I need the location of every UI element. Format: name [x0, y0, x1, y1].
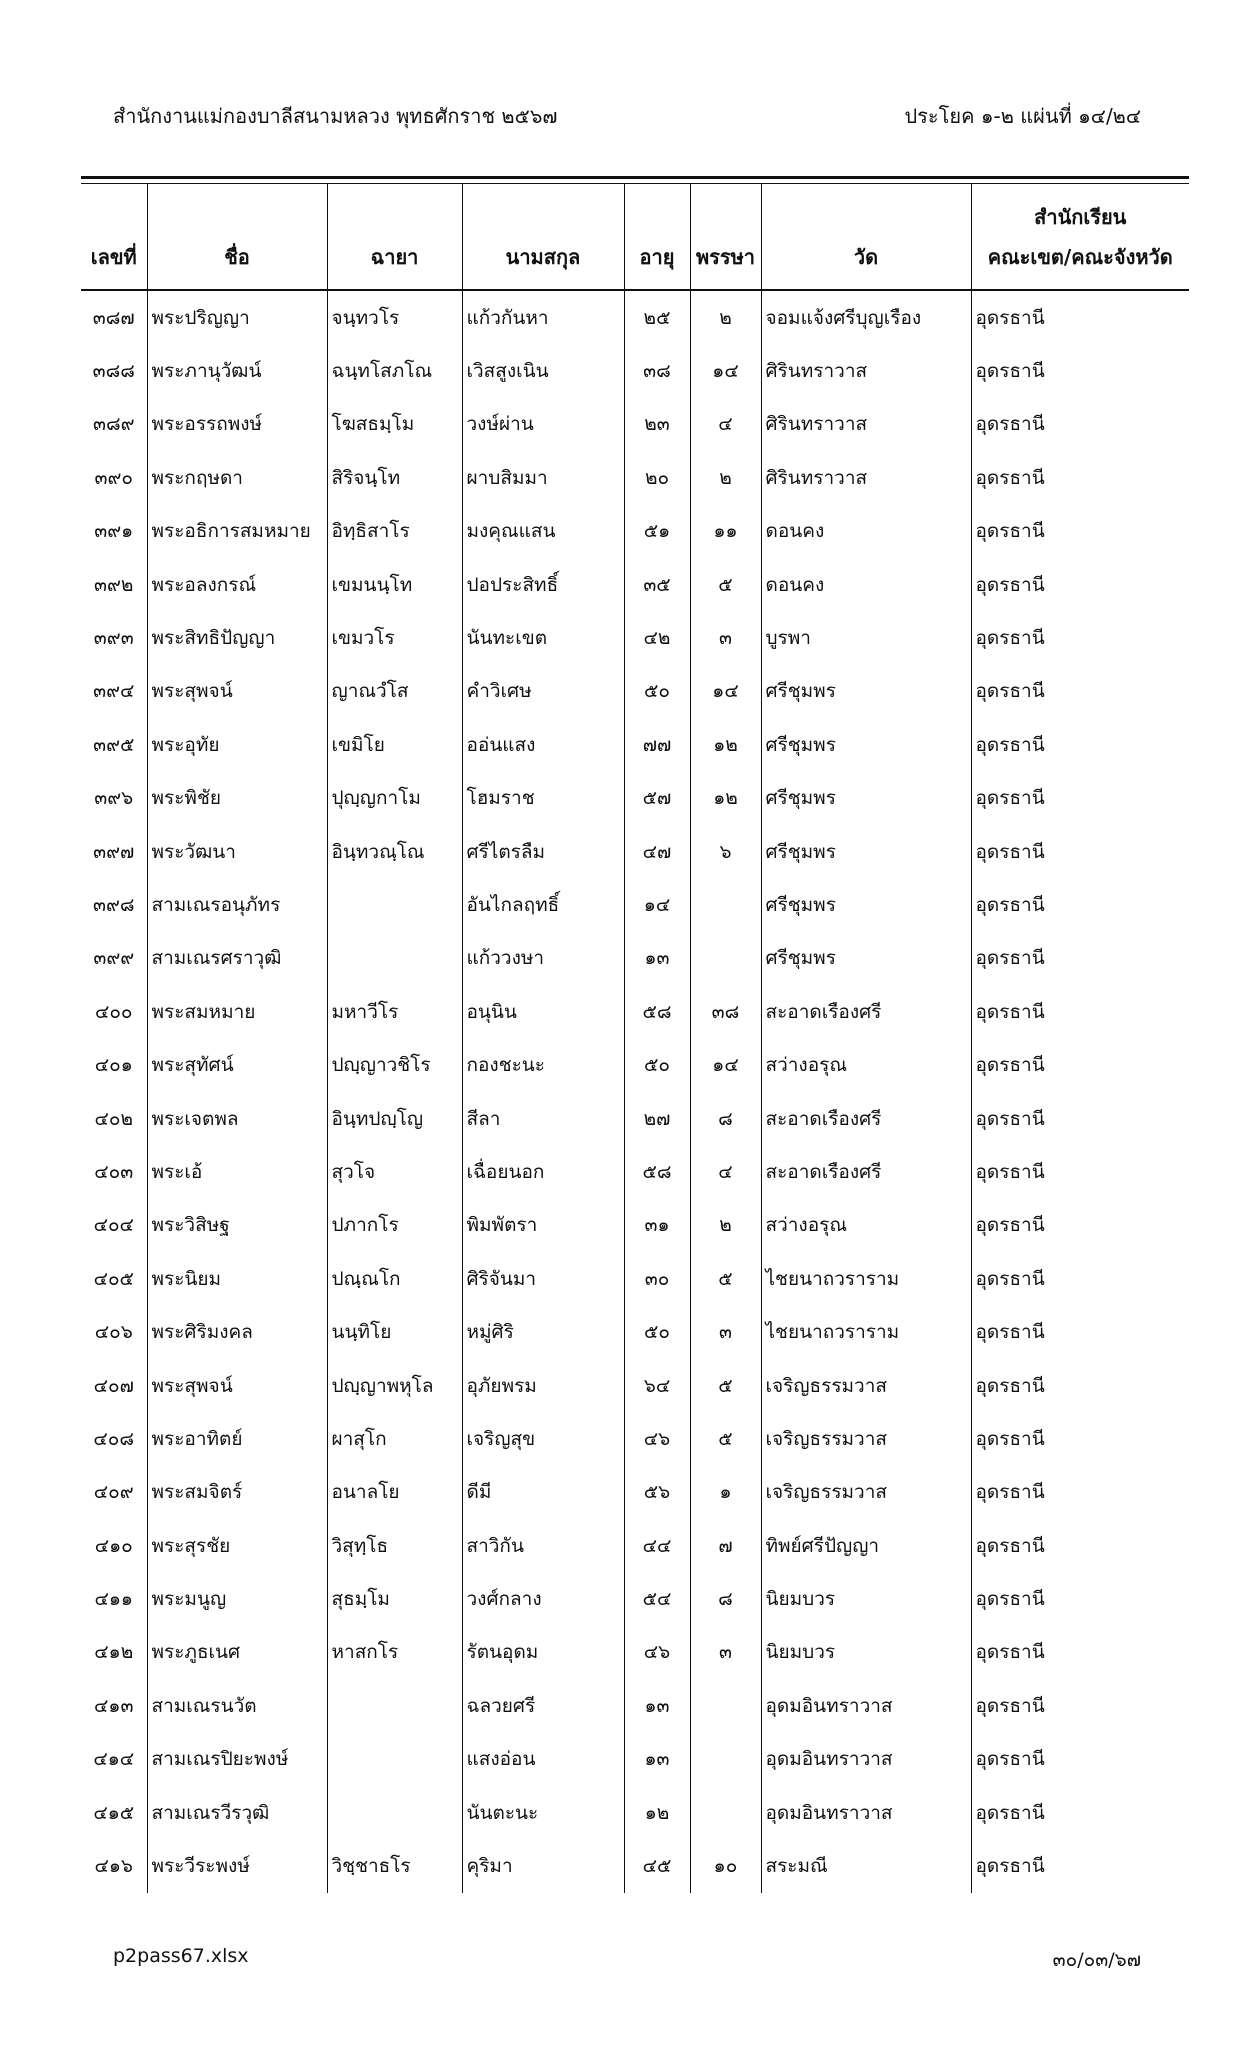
- cell-vassa: ๔: [690, 1145, 761, 1198]
- cell-vassa: ๖: [690, 825, 761, 878]
- cell-no: ๓๙๐: [94, 466, 133, 489]
- cell-school: อุดรธานี: [971, 1733, 1189, 1786]
- cell-no: ๓๙๙: [93, 947, 135, 970]
- cell-school: อุดรธานี: [971, 1199, 1189, 1252]
- table-row: [81, 290, 1189, 344]
- cell-age: ๕๐: [624, 1038, 690, 1091]
- office-header: สำนักงานแม่กองบาลีสนามหลวง พุทธศักราช ๒๕๖๗: [113, 104, 558, 128]
- cell-temple: ศรีชุมพร: [761, 878, 971, 931]
- cell-no: ๓๙๔: [93, 680, 135, 703]
- cell-name: พระอุทัย: [147, 718, 327, 771]
- table-row: [81, 1305, 1189, 1358]
- cell-age: ๕๗: [624, 772, 690, 825]
- cell-surname: ปอประสิทธิ์: [462, 558, 624, 611]
- cell-name: พระกฤษดา: [147, 451, 327, 504]
- cell-age: ๔๖: [624, 1626, 690, 1679]
- cell-age: ๒๕: [624, 290, 690, 344]
- cell-surname: รัตนอุดม: [462, 1626, 624, 1679]
- cell-alias: สิริจนฺโท: [327, 451, 462, 504]
- cell-surname: กองชะนะ: [462, 1038, 624, 1091]
- cell-vassa: ๑๒: [690, 772, 761, 825]
- table-row: [81, 1572, 1189, 1625]
- cell-surname: ศรีไตรลืม: [462, 825, 624, 878]
- cell-age: ๕๔: [624, 1572, 690, 1625]
- cell-alias: ปญฺญาพหุโล: [327, 1359, 462, 1412]
- cell-no: ๔๑๐: [94, 1534, 133, 1557]
- cell-vassa: ๑๑: [690, 505, 761, 558]
- cell-temple: ดอนคง: [761, 558, 971, 611]
- cell-age: ๑๓: [624, 1679, 690, 1732]
- cell-temple: ศรีชุมพร: [761, 932, 971, 985]
- cell-school: อุดรธานี: [971, 878, 1189, 931]
- cell-age: ๕๘: [624, 1145, 690, 1198]
- cell-alias: เขมนนฺโท: [327, 558, 462, 611]
- cell-temple: ศรีชุมพร: [761, 825, 971, 878]
- cell-alias: ปุญฺญกาโม: [327, 772, 462, 825]
- cell-vassa: ๑๐: [690, 1839, 761, 1892]
- cell-school: อุดรธานี: [971, 772, 1189, 825]
- table-row: [81, 932, 1189, 985]
- cell-surname: หมู่ศิริ: [462, 1305, 624, 1358]
- cell-temple: อุดมอินทราวาส: [761, 1733, 971, 1786]
- cell-vassa: [690, 1733, 761, 1786]
- cell-vassa: [690, 1786, 761, 1839]
- cell-temple: นิยมบวร: [761, 1626, 971, 1679]
- column-header-no: เลขที่: [81, 184, 147, 290]
- cell-no: ๔๐๒: [94, 1107, 133, 1130]
- cell-no: ๔๐๘: [93, 1427, 135, 1450]
- cell-surname: สีลา: [462, 1092, 624, 1145]
- cell-surname: เวิสสูงเนิน: [462, 344, 624, 397]
- cell-no: ๔๑๑: [94, 1588, 133, 1611]
- cell-age: ๕๐: [624, 1305, 690, 1358]
- cell-vassa: ๑๔: [690, 1038, 761, 1091]
- cell-vassa: [690, 1679, 761, 1732]
- cell-alias: สุธมฺโม: [327, 1572, 462, 1625]
- cell-name: พระภานุวัฒน์: [147, 344, 327, 397]
- cell-school: อุดรธานี: [971, 1572, 1189, 1625]
- cell-age: ๖๔: [624, 1359, 690, 1412]
- cell-no: ๔๑๒: [94, 1641, 134, 1664]
- cell-temple: สระมณี: [761, 1839, 971, 1892]
- table-row: [81, 558, 1189, 611]
- table-row: [81, 1679, 1189, 1732]
- cell-school: อุดรธานี: [971, 1679, 1189, 1732]
- cell-school: อุดรธานี: [971, 1359, 1189, 1412]
- cell-school: อุดรธานี: [971, 932, 1189, 985]
- cell-alias: ปภากโร: [327, 1199, 462, 1252]
- cell-temple: ดอนคง: [761, 505, 971, 558]
- cell-school: อุดรธานี: [971, 398, 1189, 451]
- cell-name: พระอรรถพงษ์: [147, 398, 327, 451]
- cell-vassa: ๘: [690, 1092, 761, 1145]
- cell-alias: [327, 1679, 462, 1732]
- exam-results-table: [81, 184, 1189, 1893]
- cell-vassa: ๗: [690, 1519, 761, 1572]
- cell-school: อุดรธานี: [971, 1038, 1189, 1091]
- cell-vassa: ๑๒: [690, 718, 761, 771]
- cell-name: พระปริญญา: [147, 290, 327, 344]
- cell-surname: แสงอ่อน: [462, 1733, 624, 1786]
- cell-name: พระเอ้: [147, 1145, 327, 1198]
- cell-vassa: ๕: [690, 1412, 761, 1465]
- cell-no: ๓๙๒: [94, 573, 134, 596]
- cell-surname: อนุนิน: [462, 985, 624, 1038]
- cell-no: ๓๙๑: [94, 520, 134, 543]
- table-row: [81, 1786, 1189, 1839]
- table-row: [81, 772, 1189, 825]
- cell-temple: เจริญธรรมวาส: [761, 1412, 971, 1465]
- cell-surname: ออ่นแสง: [462, 718, 624, 771]
- cell-no: ๔๐๙: [93, 1481, 134, 1504]
- cell-temple: จอมแจ้งศรีบุญเรือง: [761, 290, 971, 344]
- cell-temple: อุดมอินทราวาส: [761, 1679, 971, 1732]
- cell-surname: สาวิกัน: [462, 1519, 624, 1572]
- cell-vassa: ๓: [690, 1626, 761, 1679]
- cell-age: ๒๓: [624, 398, 690, 451]
- table-row: [81, 985, 1189, 1038]
- table-row: [81, 1626, 1189, 1679]
- cell-age: ๑๔: [624, 878, 690, 931]
- cell-age: ๒๗: [624, 1092, 690, 1145]
- cell-alias: มหาวีโร: [327, 985, 462, 1038]
- cell-no: ๓๘๘: [92, 360, 135, 383]
- cell-name: พระภูธเนศ: [147, 1626, 327, 1679]
- cell-school: อุดรธานี: [971, 1626, 1189, 1679]
- cell-no: ๔๐๑: [94, 1054, 133, 1077]
- cell-temple: สะอาดเรืองศรี: [761, 1092, 971, 1145]
- cell-name: พระวีระพงษ์: [147, 1839, 327, 1892]
- table-row: [81, 1038, 1189, 1091]
- cell-age: ๔๔: [624, 1519, 690, 1572]
- cell-alias: อนาลโย: [327, 1466, 462, 1519]
- cell-alias: จนฺทวโร: [327, 290, 462, 344]
- cell-school: อุดรธานี: [971, 1145, 1189, 1198]
- column-header-school-line2: คณะเขต/คณะจังหวัด: [987, 245, 1173, 269]
- cell-vassa: ๕: [690, 558, 761, 611]
- cell-name: พระอธิการสมหมาย: [147, 505, 327, 558]
- cell-age: ๑๓: [624, 1733, 690, 1786]
- cell-name: สามเณรวีรวุฒิ: [147, 1786, 327, 1839]
- table-row: [81, 1359, 1189, 1412]
- column-header-school: [971, 184, 1189, 290]
- table-header-row: [81, 184, 1189, 290]
- cell-vassa: ๔: [690, 398, 761, 451]
- cell-school: อุดรธานี: [971, 505, 1189, 558]
- cell-vassa: ๑๔: [690, 344, 761, 397]
- cell-age: ๔๒: [624, 611, 690, 664]
- cell-no: ๔๑๓: [94, 1694, 134, 1717]
- cell-temple: ศรีชุมพร: [761, 772, 971, 825]
- cell-surname: แก้วกันหา: [462, 290, 624, 344]
- cell-temple: เจริญธรรมวาส: [761, 1466, 971, 1519]
- cell-vassa: ๓: [690, 1305, 761, 1358]
- cell-alias: ปญฺญาวชิโร: [327, 1038, 462, 1091]
- cell-surname: นันตะนะ: [462, 1786, 624, 1839]
- cell-name: พระเจตพล: [147, 1092, 327, 1145]
- cell-no: ๔๐๓: [94, 1160, 134, 1183]
- cell-age: ๕๖: [624, 1466, 690, 1519]
- cell-school: อุดรธานี: [971, 665, 1189, 718]
- cell-surname: อันไกลฤทธิ์: [462, 878, 624, 931]
- cell-name: พระสุทัศน์: [147, 1038, 327, 1091]
- cell-vassa: ๑: [690, 1466, 761, 1519]
- cell-name: พระนิยม: [147, 1252, 327, 1305]
- cell-alias: ปณฺณโก: [327, 1252, 462, 1305]
- cell-temple: ศิรินทราวาส: [761, 344, 971, 397]
- cell-school: อุดรธานี: [971, 1786, 1189, 1839]
- cell-age: ๗๗: [624, 718, 690, 771]
- cell-no: ๔๑๖: [94, 1855, 133, 1878]
- page-info: ประโยค ๑-๒ แผ่นที่ ๑๔/๒๔: [904, 104, 1141, 128]
- cell-name: พระอาทิตย์: [147, 1412, 327, 1465]
- cell-temple: สะอาดเรืองศรี: [761, 985, 971, 1038]
- cell-name: พระศิริมงคล: [147, 1305, 327, 1358]
- cell-name: พระสิทธิปัญญา: [147, 611, 327, 664]
- cell-alias: ฉนฺทโสภโณ: [327, 344, 462, 397]
- cell-alias: [327, 1733, 462, 1786]
- cell-school: อุดรธานี: [971, 1092, 1189, 1145]
- table-row: [81, 718, 1189, 771]
- cell-alias: วิสุทฺโธ: [327, 1519, 462, 1572]
- table-row: [81, 1145, 1189, 1198]
- cell-vassa: ๒: [690, 290, 761, 344]
- cell-vassa: ๓๘: [690, 985, 761, 1038]
- cell-no: ๓๙๘: [92, 893, 135, 916]
- cell-alias: [327, 932, 462, 985]
- cell-surname: คำวิเศษ: [462, 665, 624, 718]
- cell-surname: ศิริจันมา: [462, 1252, 624, 1305]
- column-header-school-line1: สำนักเรียน: [1034, 205, 1127, 229]
- cell-vassa: [690, 932, 761, 985]
- cell-no: ๔๑๕: [93, 1801, 135, 1824]
- cell-school: อุดรธานี: [971, 451, 1189, 504]
- cell-school: อุดรธานี: [971, 344, 1189, 397]
- cell-no: ๓๘๙: [92, 413, 135, 436]
- cell-temple: ไชยนาถวราราม: [761, 1305, 971, 1358]
- table-row: [81, 398, 1189, 451]
- cell-no: ๔๐๗: [93, 1374, 134, 1397]
- cell-surname: วงษ์ผ่าน: [462, 398, 624, 451]
- cell-age: ๑๓: [624, 932, 690, 985]
- cell-no: ๔๑๔: [93, 1748, 135, 1771]
- table-row: [81, 1839, 1189, 1892]
- cell-no: ๓๙๓: [93, 627, 134, 650]
- cell-vassa: ๕: [690, 1252, 761, 1305]
- cell-no: ๔๐๔: [93, 1214, 134, 1237]
- cell-alias: หาสกโร: [327, 1626, 462, 1679]
- cell-alias: อินฺทวณฺโณ: [327, 825, 462, 878]
- cell-surname: อุภัยพรม: [462, 1359, 624, 1412]
- cell-school: อุดรธานี: [971, 718, 1189, 771]
- header-rule-thick: [81, 176, 1189, 179]
- cell-age: ๔๕: [624, 1839, 690, 1892]
- cell-age: ๕๘: [624, 985, 690, 1038]
- cell-school: อุดรธานี: [971, 1519, 1189, 1572]
- cell-name: พระวิสิษฐ: [147, 1199, 327, 1252]
- cell-alias: โฆสธมฺโม: [327, 398, 462, 451]
- footer-date: ๓๐/๐๓/๖๗: [1052, 1949, 1141, 1971]
- column-header-age: อายุ: [624, 184, 690, 290]
- table-row: [81, 1252, 1189, 1305]
- cell-surname: วงศ์กลาง: [462, 1572, 624, 1625]
- cell-name: สามเณรอนุภัทร: [147, 878, 327, 931]
- cell-name: พระอลงกรณ์: [147, 558, 327, 611]
- column-header-name: ชื่อ: [147, 184, 327, 290]
- cell-temple: ไชยนาถวราราม: [761, 1252, 971, 1305]
- column-header-vassa: พรรษา: [690, 184, 761, 290]
- column-header-surname: นามสกุล: [462, 184, 624, 290]
- cell-school: อุดรธานี: [971, 1412, 1189, 1465]
- cell-school: อุดรธานี: [971, 558, 1189, 611]
- cell-temple: นิยมบวร: [761, 1572, 971, 1625]
- cell-vassa: ๑๔: [690, 665, 761, 718]
- cell-surname: ผาบสิมมา: [462, 451, 624, 504]
- cell-temple: ทิพย์ศรีปัญญา: [761, 1519, 971, 1572]
- cell-name: พระวัฒนา: [147, 825, 327, 878]
- cell-vassa: ๘: [690, 1572, 761, 1625]
- table-row: [81, 1092, 1189, 1145]
- table-row: [81, 878, 1189, 931]
- cell-temple: ศรีชุมพร: [761, 718, 971, 771]
- table-row: [81, 505, 1189, 558]
- cell-no: ๓๘๗: [92, 306, 135, 329]
- cell-no: ๔๐๕: [93, 1267, 134, 1290]
- cell-school: อุดรธานี: [971, 290, 1189, 344]
- cell-alias: วิชฺชาธโร: [327, 1839, 462, 1892]
- cell-name: พระสมจิตร์: [147, 1466, 327, 1519]
- cell-temple: ศรีชุมพร: [761, 665, 971, 718]
- column-header-alias: ฉายา: [327, 184, 462, 290]
- cell-name: พระสุพจน์: [147, 665, 327, 718]
- cell-age: ๕๐: [624, 665, 690, 718]
- cell-surname: พิมพัตรา: [462, 1199, 624, 1252]
- cell-surname: ดีมี: [462, 1466, 624, 1519]
- cell-vassa: ๓: [690, 611, 761, 664]
- cell-temple: ศิรินทราวาส: [761, 398, 971, 451]
- cell-surname: โฮมราช: [462, 772, 624, 825]
- cell-name: พระพิชัย: [147, 772, 327, 825]
- cell-surname: แก้ววงษา: [462, 932, 624, 985]
- cell-alias: นนฺทิโย: [327, 1305, 462, 1358]
- cell-name: พระสมหมาย: [147, 985, 327, 1038]
- table-row: [81, 1733, 1189, 1786]
- table-row: [81, 1519, 1189, 1572]
- cell-alias: สุวโจ: [327, 1145, 462, 1198]
- column-header-temple: วัด: [761, 184, 971, 290]
- cell-temple: บูรพา: [761, 611, 971, 664]
- cell-no: ๔๐๐: [94, 1000, 133, 1023]
- cell-name: พระสุรชัย: [147, 1519, 327, 1572]
- cell-name: สามเณรนวัต: [147, 1679, 327, 1732]
- cell-temple: เจริญธรรมวาส: [761, 1359, 971, 1412]
- table-row: [81, 344, 1189, 397]
- cell-school: อุดรธานี: [971, 1252, 1189, 1305]
- cell-school: อุดรธานี: [971, 825, 1189, 878]
- cell-surname: มงคุณแสน: [462, 505, 624, 558]
- cell-school: อุดรธานี: [971, 1466, 1189, 1519]
- table-row: [81, 1466, 1189, 1519]
- cell-age: ๔๖: [624, 1412, 690, 1465]
- cell-alias: อินฺทปญฺโญ: [327, 1092, 462, 1145]
- cell-school: อุดรธานี: [971, 611, 1189, 664]
- table-row: [81, 1199, 1189, 1252]
- cell-alias: ผาสุโก: [327, 1412, 462, 1465]
- table-row: [81, 451, 1189, 504]
- cell-vassa: [690, 878, 761, 931]
- cell-vassa: ๒: [690, 1199, 761, 1252]
- cell-school: อุดรธานี: [971, 1305, 1189, 1358]
- cell-age: ๑๒: [624, 1786, 690, 1839]
- cell-surname: เจริญสุข: [462, 1412, 624, 1465]
- table-row: [81, 665, 1189, 718]
- cell-alias: [327, 1786, 462, 1839]
- cell-temple: สว่างอรุณ: [761, 1199, 971, 1252]
- cell-temple: สะอาดเรืองศรี: [761, 1145, 971, 1198]
- cell-age: ๒๐: [624, 451, 690, 504]
- cell-name: พระสุพจน์: [147, 1359, 327, 1412]
- cell-age: ๓๑: [624, 1199, 690, 1252]
- cell-surname: คุริมา: [462, 1839, 624, 1892]
- cell-alias: อิทฺธิสาโร: [327, 505, 462, 558]
- cell-alias: [327, 878, 462, 931]
- table-body: [81, 290, 1189, 1893]
- cell-surname: นันทะเขต: [462, 611, 624, 664]
- table-row: [81, 611, 1189, 664]
- cell-vassa: ๒: [690, 451, 761, 504]
- cell-temple: ศิรินทราวาส: [761, 451, 971, 504]
- cell-school: อุดรธานี: [971, 1839, 1189, 1892]
- cell-temple: สว่างอรุณ: [761, 1038, 971, 1091]
- cell-alias: ญาณวํโส: [327, 665, 462, 718]
- cell-school: อุดรธานี: [971, 985, 1189, 1038]
- table-row: [81, 825, 1189, 878]
- cell-name: พระมนูญ: [147, 1572, 327, 1625]
- cell-no: ๓๙๕: [93, 733, 135, 756]
- cell-surname: ฉลวยศรี: [462, 1679, 624, 1732]
- cell-vassa: ๕: [690, 1359, 761, 1412]
- table-row: [81, 1412, 1189, 1465]
- cell-temple: อุดมอินทราวาส: [761, 1786, 971, 1839]
- cell-alias: เขมิโย: [327, 718, 462, 771]
- cell-alias: เขมวโร: [327, 611, 462, 664]
- cell-age: ๕๑: [624, 505, 690, 558]
- cell-age: ๓๐: [624, 1252, 690, 1305]
- cell-surname: เฉื่อยนอก: [462, 1145, 624, 1198]
- cell-age: ๓๕: [624, 558, 690, 611]
- cell-name: สามเณรศราวุฒิ: [147, 932, 327, 985]
- footer-filename: p2pass67.xlsx: [113, 1945, 249, 1967]
- cell-no: ๓๙๗: [93, 840, 135, 863]
- cell-age: ๓๘: [624, 344, 690, 397]
- cell-no: ๓๙๖: [94, 787, 134, 810]
- cell-age: ๔๗: [624, 825, 690, 878]
- cell-no: ๔๐๖: [94, 1321, 133, 1344]
- cell-name: สามเณรปิยะพงษ์: [147, 1733, 327, 1786]
